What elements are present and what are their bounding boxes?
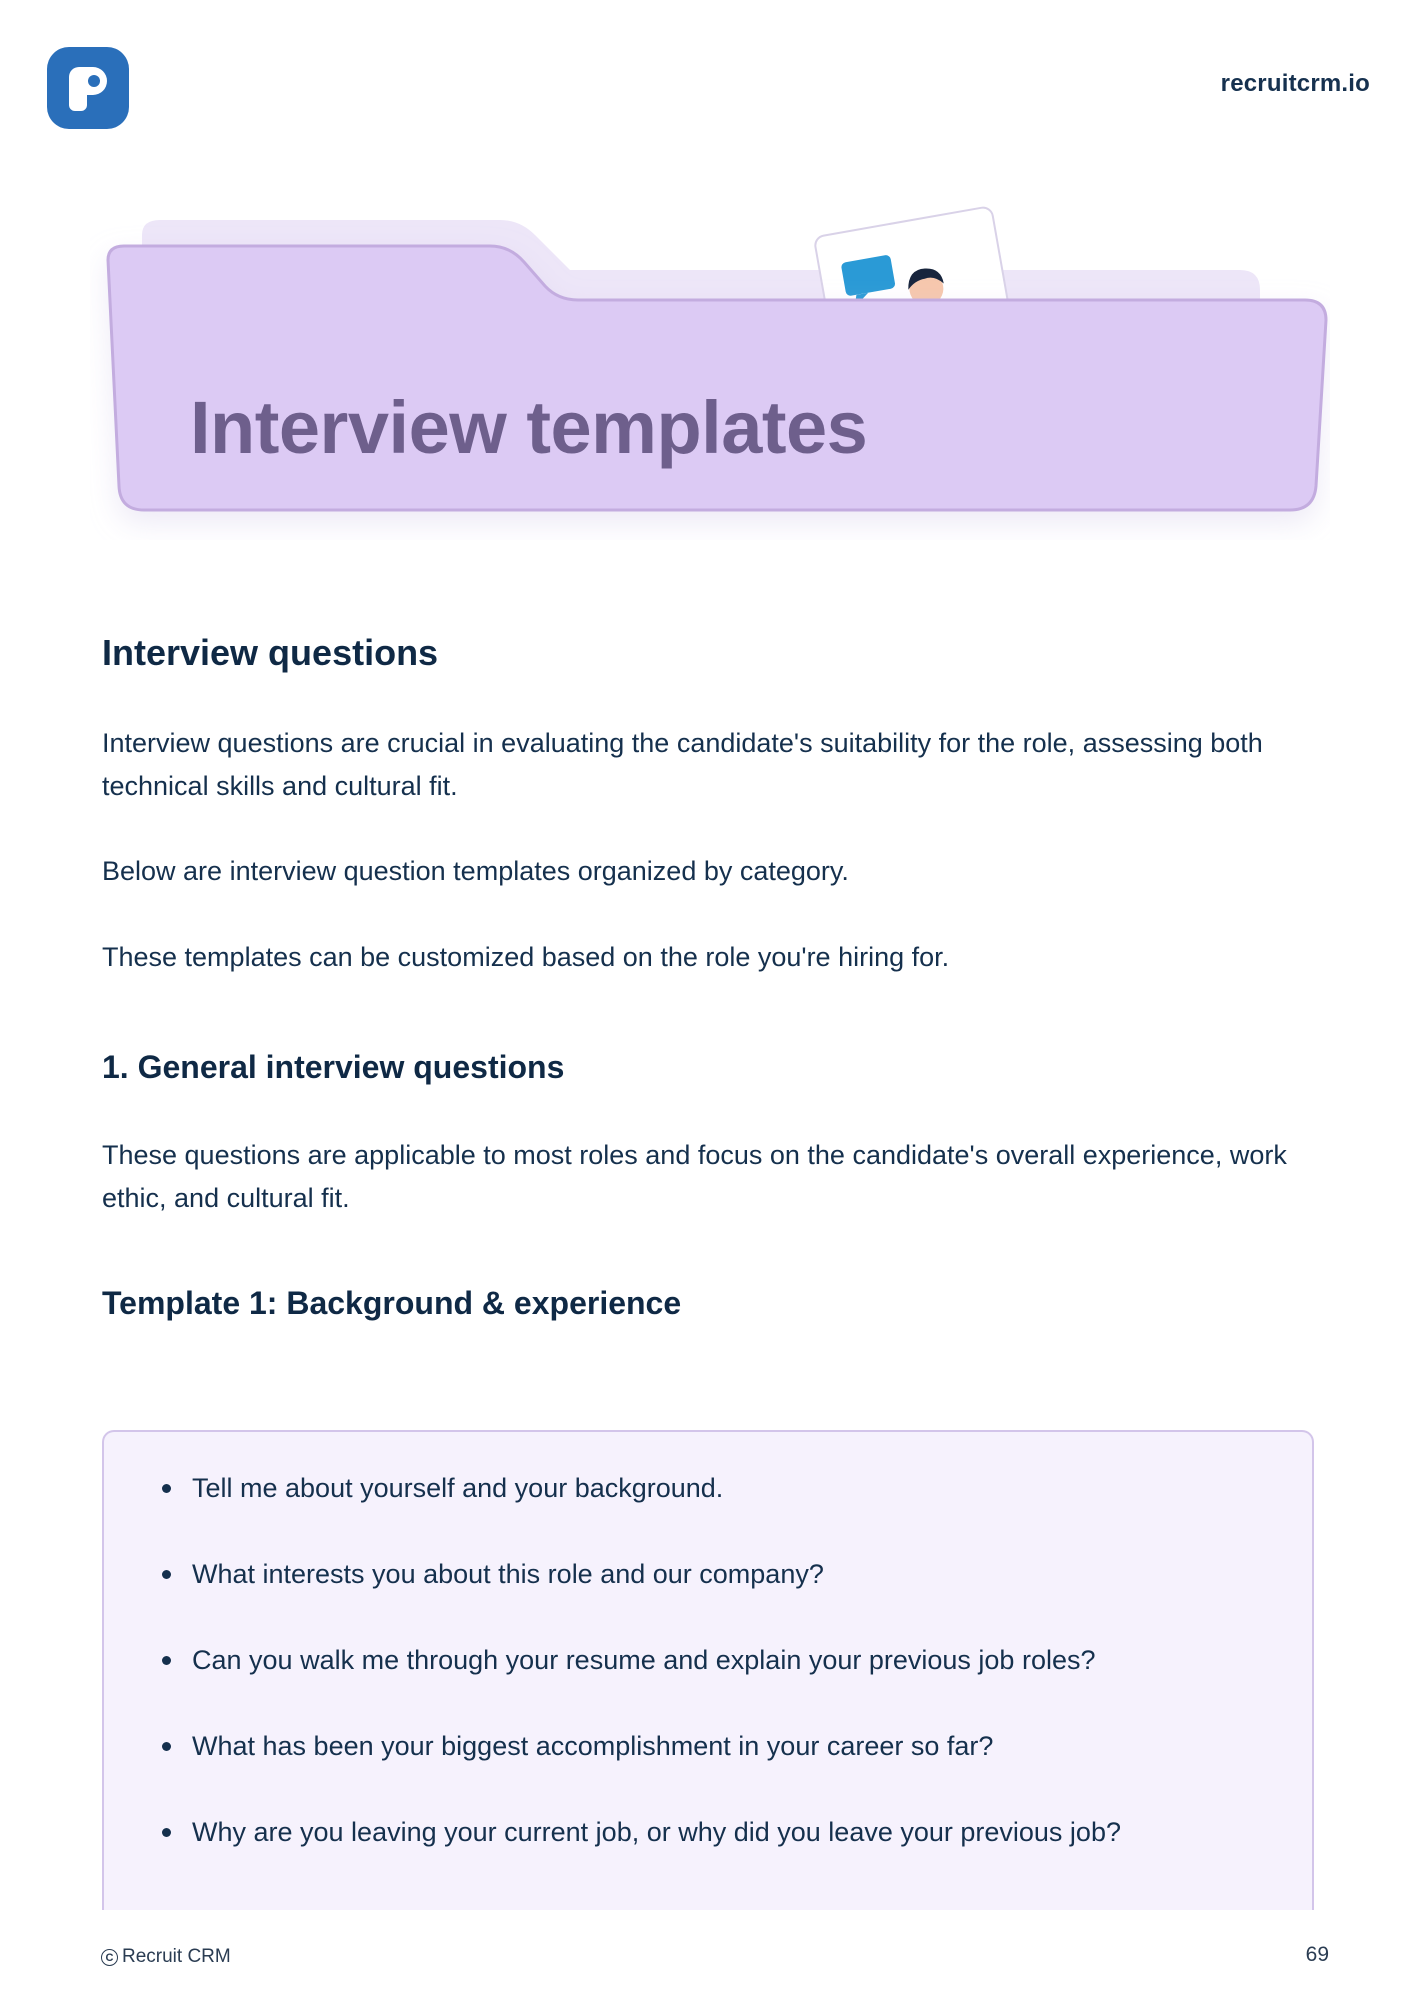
customize-paragraph: These templates can be customized based on the role you're hiring for. [102, 942, 950, 972]
bullet-icon [162, 1484, 171, 1493]
question-text: Can you walk me through your resume and explain your previous job roles? [192, 1645, 1096, 1675]
list-item [154, 1814, 1312, 1850]
title-banner [90, 180, 1330, 540]
footer-brand [101, 1946, 231, 1968]
question-list [104, 1432, 1312, 1850]
list-item [154, 1556, 1312, 1592]
recruit-crm-logo-icon [47, 47, 129, 129]
template-1-heading: Template 1: Background & experience [102, 1285, 682, 1321]
general-questions-text: These questions are applicable to most roles and focus on the candidate's overall experience, work ethic, and cultural fit. [102, 1140, 1287, 1213]
question-text: What has been your biggest accomplishment in your career so far? [192, 1731, 994, 1761]
bullet-icon [162, 1742, 171, 1751]
main-content [102, 632, 1332, 1322]
copyright-icon: C [101, 1949, 118, 1966]
list-item [154, 1470, 1312, 1506]
category-paragraph: Below are interview question templates organized by category. [102, 856, 849, 886]
bullet-icon [162, 1656, 171, 1665]
bullet-icon [162, 1570, 171, 1579]
list-item [154, 1728, 1312, 1764]
intro-paragraph: Interview questions are crucial in evaluating the candidate's suitability for the role, assessing both technical skills and cultural fit. [102, 728, 1263, 801]
footer-brand-text: Recruit CRM [122, 1946, 231, 1967]
site-url[interactable]: recruitcrm.io [1220, 70, 1370, 97]
general-questions-heading: 1. General interview questions [102, 1049, 565, 1085]
bullet-icon [162, 1828, 171, 1837]
question-text: What interests you about this role and our company? [192, 1559, 824, 1589]
question-text: Tell me about yourself and your background. [192, 1473, 724, 1503]
page-number: 69 [1305, 1943, 1329, 1966]
page-title: Interview templates [190, 386, 868, 469]
template-1-questions-box [102, 1430, 1314, 1910]
question-text: Why are you leaving your current job, or why did you leave your previous job? [192, 1817, 1121, 1847]
section-heading: Interview questions [102, 632, 439, 673]
list-item [154, 1642, 1312, 1678]
